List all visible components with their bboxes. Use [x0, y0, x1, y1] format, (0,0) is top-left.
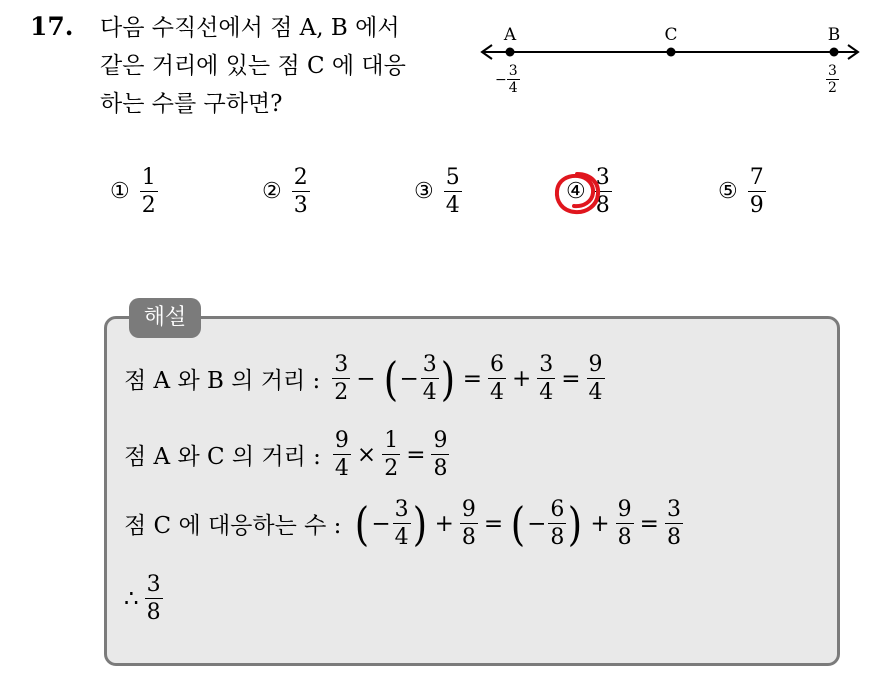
point-a-dot [506, 48, 515, 57]
choice-1-fraction [140, 165, 158, 218]
choice-2-numerator: 2 [293, 165, 308, 190]
expr-frac: $\frac{3}{2}$ [334, 352, 349, 405]
point-c-label: C [664, 25, 678, 45]
choice-5-numerator: 7 [749, 165, 764, 190]
expr-frac: $\frac{3}{4}$ [539, 352, 554, 405]
solution-line-2-label: 점 A 와 C 의 거리 : [124, 444, 321, 470]
choice-3-fraction [444, 165, 462, 218]
choice-1[interactable] [110, 165, 158, 218]
expr-frac: $\frac{9}{4}$ [334, 428, 349, 481]
final-answer-numerator: 3 [146, 572, 161, 597]
choice-1-denominator: 2 [141, 193, 156, 218]
final-answer-denominator: 8 [146, 600, 161, 625]
expr-frac: $\frac{9}{8}$ [433, 428, 448, 481]
choice-4-numerator: 3 [595, 165, 610, 190]
selected-answer-circle [552, 170, 602, 216]
question-text-line-1: 다음 수직선에서 점 A, B 에서 [100, 15, 400, 41]
point-c-dot [667, 48, 676, 57]
point-b-value [826, 64, 839, 95]
choice-5-fraction [748, 165, 766, 218]
question-text-line-2: 같은 거리에 있는 점 C 에 대응 [100, 53, 406, 79]
solution-conclusion [124, 572, 163, 625]
point-a-value-sign: − [495, 71, 507, 88]
expr-frac: $\frac{3}{4}$ [422, 352, 437, 405]
point-a-value-fraction [507, 64, 520, 95]
expr-frac: $\frac{9}{8}$ [461, 497, 476, 550]
choice-2-fraction [292, 165, 310, 218]
solution-line-1-label: 점 A 와 B 의 거리 : [124, 368, 321, 394]
point-b-value-denominator: 2 [828, 80, 837, 96]
solution-line-1: 점 A 와 B 의 거리 : $\frac{3}{2}$ − ( − $\frac{3}{4}$ ) = $\frac{6}{4}$ + $\frac{3}{4}$ = $\frac{9}{4}$ [124, 351, 603, 406]
choice-1-mark: ① [110, 179, 130, 204]
point-b-dot [830, 48, 839, 57]
choice-5[interactable] [718, 165, 766, 218]
choice-5-denominator: 9 [749, 193, 764, 218]
choice-4-mark: ④ [566, 179, 586, 204]
expr-frac: $\frac{3}{8}$ [666, 497, 681, 550]
expr-frac: $\frac{9}{4}$ [588, 352, 603, 405]
choice-3-denominator: 4 [445, 193, 460, 218]
expr-frac: $\frac{6}{4}$ [489, 352, 504, 405]
expr-frac: $\frac{3}{4}$ [394, 497, 409, 550]
choice-3[interactable] [414, 165, 462, 218]
point-b-value-numerator: 3 [828, 63, 837, 79]
choice-2-denominator: 3 [293, 193, 308, 218]
expr-frac: $\frac{1}{2}$ [384, 428, 399, 481]
expr-frac: $\frac{9}{8}$ [617, 497, 632, 550]
final-answer-fraction [145, 572, 163, 625]
choice-2[interactable] [262, 165, 310, 218]
expr-frac: $\frac{6}{8}$ [550, 497, 565, 550]
choice-3-numerator: 5 [445, 165, 460, 190]
choice-2-mark: ② [262, 179, 282, 204]
solution-line-2: 점 A 와 C 의 거리 : $\frac{9}{4}$ × $\frac{1}{2}$ = $\frac{9}{8}$ [124, 428, 448, 481]
choice-5-mark: ⑤ [718, 179, 738, 204]
point-a-value-denominator: 4 [508, 80, 518, 96]
choice-3-mark: ③ [414, 179, 434, 204]
therefore-symbol: ∴ [124, 585, 139, 612]
point-b-label: B [827, 25, 841, 45]
choice-4-denominator: 8 [595, 193, 610, 218]
solution-badge: 해설 [129, 298, 201, 338]
number-line [478, 20, 868, 110]
solution-line-3: 점 C 에 대응하는 수 : ( − $\frac{3}{4}$ ) + $\frac{9}{8}$ = ( − $\frac{6}{8}$ ) + $\frac{9}{8}$ = $\frac{3}{8}$ [124, 496, 681, 551]
choice-1-numerator: 1 [141, 165, 156, 190]
solution-line-3-label: 점 C 에 대응하는 수 : [124, 513, 342, 539]
point-a-label: A [503, 25, 517, 45]
point-a-value-numerator: 3 [508, 63, 518, 79]
question-number: 17. [30, 12, 74, 41]
point-a-value [495, 64, 520, 95]
question-text-line-3: 하는 수를 구하면? [100, 91, 283, 117]
point-b-value-fraction [826, 64, 839, 95]
